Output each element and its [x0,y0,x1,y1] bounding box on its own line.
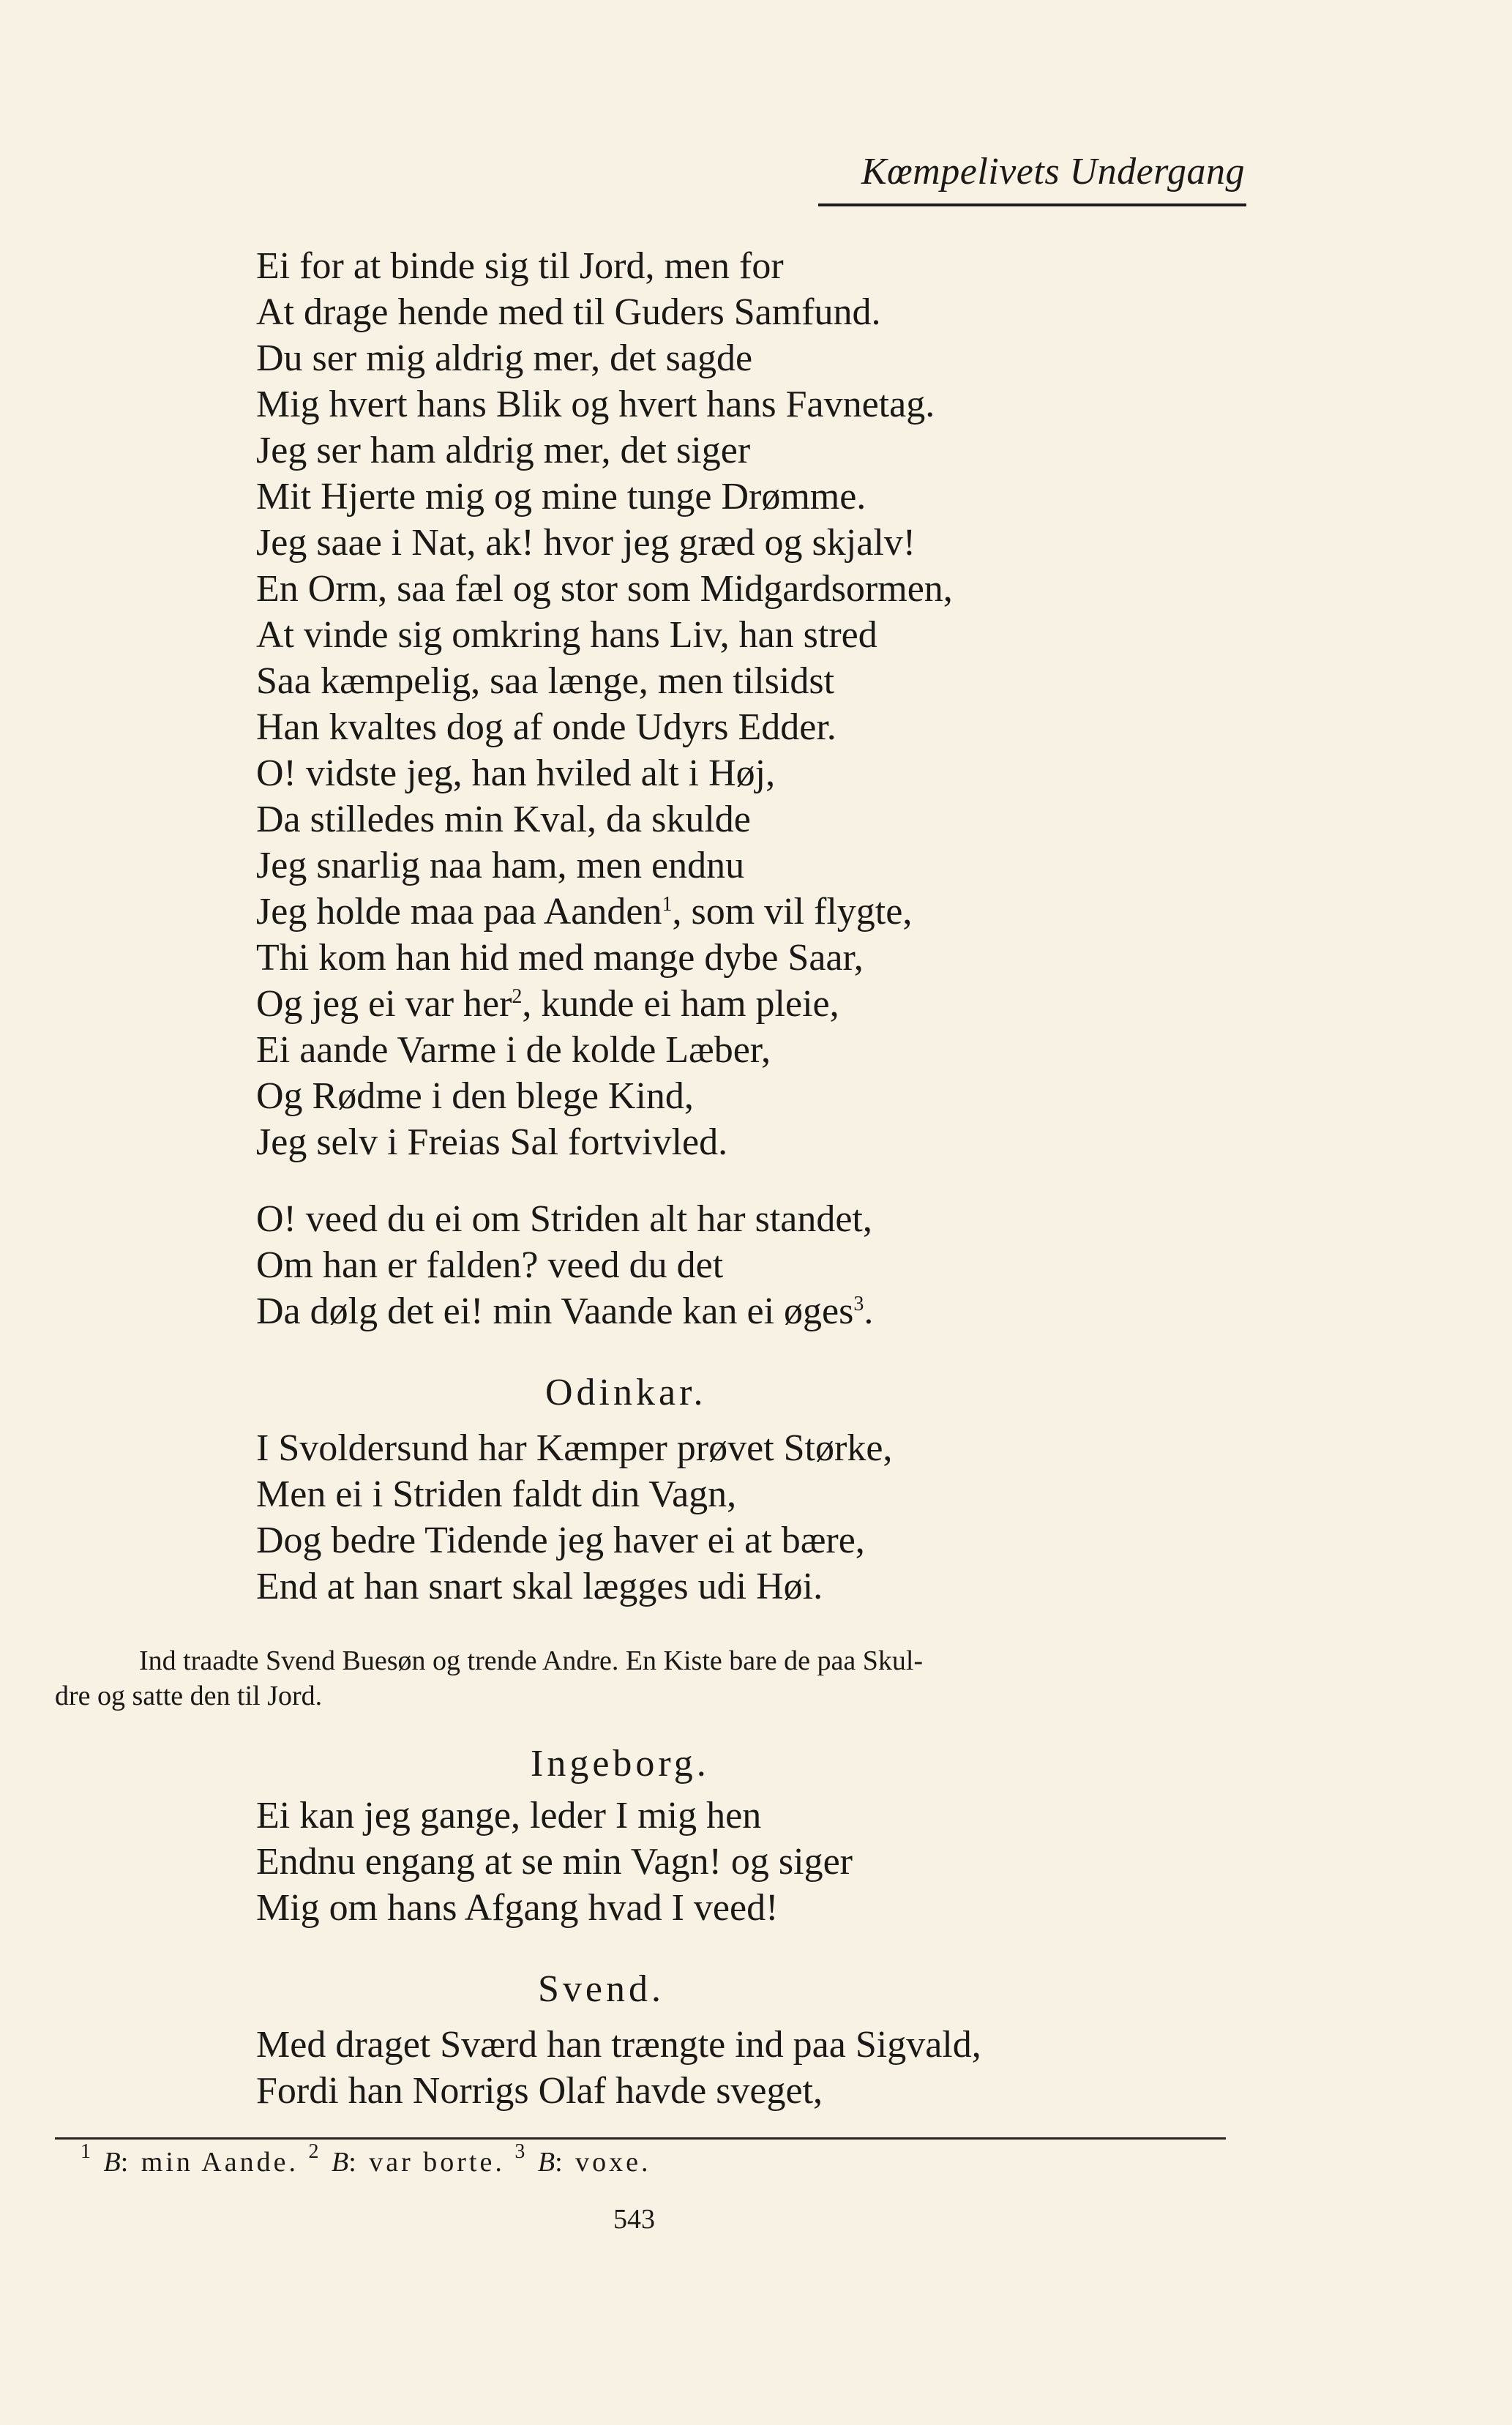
verse-line: End at han snart skal lægges udi Høi. [256,1566,823,1607]
footnotes [81,2140,651,2180]
running-head: Kœmpelivets Undergang [861,151,1245,193]
verse-line: Med draget Sværd han trængte ind paa Sigvald, [256,2024,981,2066]
footnote-rule [55,2137,1226,2140]
verse-line: En Orm, saa fæl og stor som Midgardsormen, [256,568,953,610]
verse-line: Jeg selv i Freias Sal fortvivled. [256,1121,728,1163]
page-number: 543 [613,2204,655,2235]
verse-line: Han kvaltes dog af onde Udyrs Edder. [256,706,837,748]
verse-line: I Svoldersund har Kæmper prøvet Størke, [256,1427,893,1469]
header-rule [818,203,1246,206]
verse-line: Ei for at binde sig til Jord, men for [256,245,784,287]
speaker-name: Odinkar. [545,1372,707,1413]
verse-line: Ei aande Varme i de kolde Læber, [256,1029,771,1071]
footnote: $^2$ B: var borte. [308,2140,505,2178]
verse-line: Ei kan jeg gange, leder I mig hen [256,1795,762,1837]
verse-line: Thi kom han hid med mange dybe Saar, [256,937,864,979]
verse-line: Jeg snarlig naa ham, men endnu [256,845,745,886]
footnote: $^1$ B: min Aande. [81,2140,299,2178]
speaker-name: Svend. [538,1968,665,2010]
verse-line: Jeg ser ham aldrig mer, det siger [256,430,751,471]
verse-line: Saa kæmpelig, saa længe, men tilsidst [256,660,835,702]
footnote-ref: 2 [512,985,523,1008]
footnote: $^3$ B: voxe. [514,2140,651,2178]
verse-line: Mig om hans Afgang hvad I veed! [256,1887,779,1929]
verse-line: Endnu engang at se min Vagn! og siger [256,1841,853,1883]
stage-direction: Ind traadte Svend Buesøn og trende Andre. En Kiste bare de paa Skul- dre og satte den til Jord. [55,1645,924,1711]
verse-line: Om han er falden? veed du det [256,1244,724,1286]
verse-line: Du ser mig aldrig mer, det sagde [256,337,753,379]
verse-line: Dog bedre Tidende jeg haver ei at bære, [256,1520,865,1561]
verse-line: Og Rødme i den blege Kind, [256,1075,694,1117]
verse-line: Da dølg det ei! min Vaande kan ei øges$^3$. [256,1290,874,1332]
verse-line: At drage hende med til Guders Samfund. [256,291,881,333]
speaker-name: Ingeborg. [531,1743,710,1785]
verse-line: O! vidste jeg, han hviled alt i Høj, [256,752,776,794]
verse-line: At vinde sig omkring hans Liv, han stred [256,614,877,656]
footnote-ref: 1 [662,893,673,916]
verse-line: Jeg holde maa paa Aanden$^1$, som vil flygte, [256,891,913,933]
verse-line: Mig hvert hans Blik og hvert hans Favnetag. [256,384,935,425]
verse-line: Jeg saae i Nat, ak! hvor jeg græd og skjalv! [256,522,916,564]
verse-line: O! veed du ei om Striden alt har standet, [256,1198,872,1240]
verse-line: Og jeg ei var her$^2$, kunde ei ham pleie, [256,983,839,1025]
verse-line: Da stilledes min Kval, da skulde [256,799,751,840]
verse-line: Mit Hjerte mig og mine tunge Drømme. [256,476,867,517]
verse-line: Fordi han Norrigs Olaf havde sveget, [256,2070,823,2112]
footnote-ref: 3 [853,1293,864,1315]
verse-line: Men ei i Striden faldt din Vagn, [256,1473,737,1515]
